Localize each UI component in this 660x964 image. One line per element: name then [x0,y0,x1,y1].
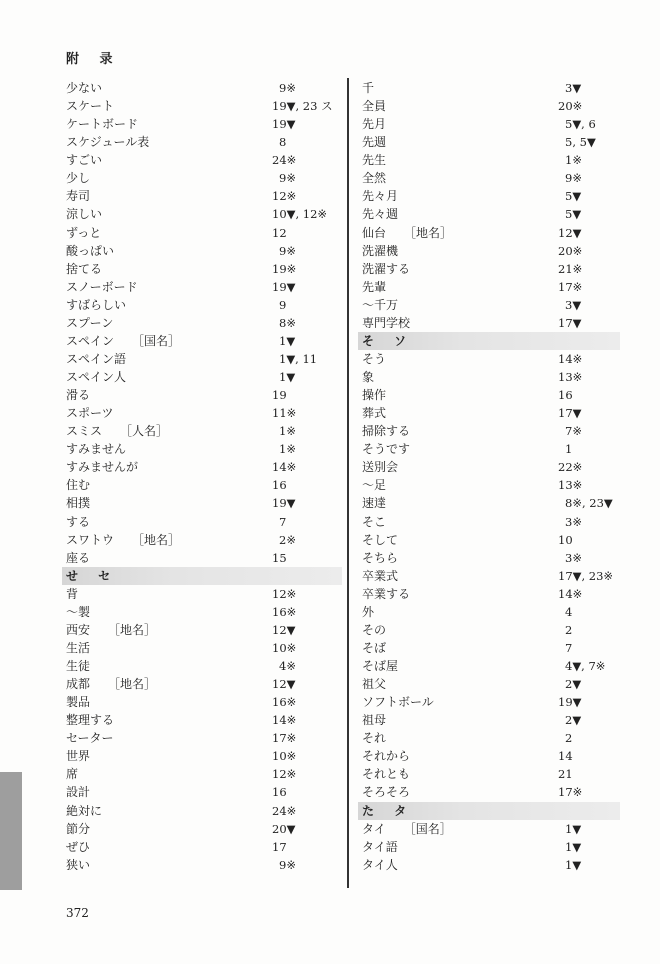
index-entry [62,278,342,296]
index-entry [358,856,620,874]
entry-page-refs: 17※ [272,731,297,746]
index-entry [62,296,342,314]
index-entry [358,242,620,260]
entry-term: すみませんが [66,460,139,475]
entry-term: 成都 ［地名］ [66,677,157,692]
entry-page-refs: 12※ [272,767,297,782]
entry-term: する [66,514,91,529]
entry-term: 洗濯する [362,261,411,276]
entry-page-refs: 1※ [565,153,582,168]
index-entry [62,513,342,531]
index-entry [62,97,342,115]
entry-term: スポーツ [66,406,114,421]
entry-term: スプーン [66,315,114,330]
entry-term: スワトウ ［地名］ [66,532,181,547]
entry-page-refs: 7 [565,640,573,655]
index-entry [62,404,342,422]
index-entry [62,549,342,567]
index-entry [62,838,342,856]
entry-term: 卒業式 [362,568,399,583]
entry-page-refs: 17▼, 23※ [558,568,614,583]
entry-page-refs: 17▼ [558,315,582,330]
entry-term: そうです [362,442,411,457]
page-header: 附 录 [66,52,121,67]
entry-term: 掃除する [362,424,411,439]
index-entry [62,332,342,350]
index-entry [358,476,620,494]
index-entry [358,729,620,747]
index-entry [62,675,342,693]
entry-page-refs: 15 [272,550,287,565]
index-entry [62,603,342,621]
index-entry [358,693,620,711]
index-entry [62,169,342,187]
entry-page-refs: 10※ [272,749,297,764]
index-entry [62,151,342,169]
entry-page-refs: 14※ [558,586,583,601]
entry-page-refs: 5▼, 6 [565,117,596,132]
entry-term: 先々月 [362,189,399,204]
index-entry [358,711,620,729]
index-entry [62,440,342,458]
entry-page-refs: 5, 5▼ [565,135,596,150]
entry-term: そば [362,640,387,655]
entry-page-refs: 8※ [279,315,296,330]
entry-page-refs: 2▼ [565,713,582,728]
index-entry [358,278,620,296]
page-number: 372 [66,906,89,920]
entry-page-refs: 9※ [279,857,296,872]
entry-term: 酸っぱい [66,243,115,258]
entry-page-refs: 12※ [272,586,297,601]
index-column-right [358,79,620,874]
index-entry [62,747,342,765]
entry-note: ［地名］ [404,225,453,240]
index-entry [358,585,620,603]
index-column-left [62,79,342,874]
entry-term: 背 [66,586,79,601]
entry-page-refs: 3▼ [565,297,582,312]
entry-page-refs: 24※ [272,803,297,818]
entry-page-refs: 16 [272,785,287,800]
entry-page-refs: 20▼ [272,821,296,836]
index-entry [358,205,620,223]
index-entry [62,224,342,242]
entry-term: 生徒 [66,659,91,673]
entry-page-refs: 10 [558,532,573,547]
entry-page-refs: 3※ [565,514,582,529]
entry-page-refs: 19▼ [558,695,582,710]
index-entry [62,783,342,801]
entry-page-refs: 19 [272,388,287,403]
entry-term: 節分 [66,821,91,836]
entry-term: それから [362,749,411,764]
index-entry [62,386,342,404]
index-entry [358,458,620,476]
index-entry [62,585,342,603]
index-entry [358,783,620,801]
entry-page-refs: 16 [272,478,287,493]
entry-term: スミス ［人名］ [66,424,169,439]
index-entry [358,494,620,512]
entry-term: 祖父 [362,677,387,692]
index-entry [62,621,342,639]
entry-term: それとも [362,767,411,782]
entry-page-refs: 13※ [558,370,583,384]
entry-term: スペイン語 [66,351,127,366]
entry-page-refs: 14※ [558,351,583,366]
entry-note: ［地名］ [108,677,157,692]
section-header [358,332,620,350]
entry-page-refs: 5▼ [565,207,582,222]
entry-page-refs: 19▼ [272,496,296,511]
entry-term: 整理する [66,713,115,728]
index-entry [358,404,620,422]
entry-page-refs: 21※ [558,261,583,276]
entry-page-refs: 20※ [558,243,583,258]
entry-term: 生活 [66,640,91,655]
entry-page-refs: 17 [272,839,287,854]
entry-page-refs: 1 [565,442,573,457]
index-entry [358,260,620,278]
index-entry [358,531,620,549]
index-entry [358,838,620,856]
entry-page-refs: 12▼ [272,677,296,692]
entry-page-refs: 4▼, 7※ [565,659,606,673]
entry-term: ずっと [66,225,102,240]
entry-page-refs: 19※ [272,261,297,276]
entry-page-refs: 8 [279,135,287,150]
entry-page-refs: 17※ [558,785,583,800]
entry-page-refs: 9※ [279,243,296,258]
entry-term: スノーボード [66,279,138,294]
section-label: せ セ [66,568,119,583]
entry-term: 象 [362,370,375,384]
entry-page-refs: 17※ [558,279,583,294]
entry-page-refs: 9 [279,297,287,312]
section-header [62,567,342,585]
entry-term: 狭い [66,857,91,872]
entry-page-refs: 14 [558,749,573,764]
entry-page-refs: 1▼ [279,370,296,384]
entry-page-refs: 16※ [272,695,297,710]
index-entry [358,115,620,133]
index-entry [358,513,620,531]
entry-note: ［国名］ [132,333,181,348]
entry-term: タイ ［国名］ [362,821,452,836]
entry-term: スケジュール表 [66,135,150,150]
entry-term: ぜひ [66,839,91,854]
index-entry [358,296,620,314]
entry-term: 西安 ［地名］ [66,622,157,637]
entry-term: そちら [362,550,399,565]
section-label: た タ [362,803,415,818]
entry-page-refs: 1※ [279,424,296,439]
entry-term: それ [362,731,387,746]
entry-term: 相撲 [66,496,91,511]
entry-page-refs: 5▼ [565,189,582,204]
entry-term: 席 [66,767,79,782]
entry-term: ソフトボール [362,695,434,710]
entry-term: 少ない [66,81,103,95]
entry-term: そろそろ [362,785,411,800]
entry-term: 送別会 [362,460,399,475]
entry-term: 先生 [362,153,387,168]
index-entry [62,856,342,874]
entry-term: 全然 [362,171,387,186]
entry-page-refs: 3※ [565,550,582,565]
entry-page-refs: 19▼ [272,117,296,132]
index-entry [358,747,620,765]
entry-term: 先輩 [362,279,387,294]
entry-page-refs: 1▼ [279,333,296,348]
entry-page-refs: 2 [565,731,573,746]
index-entry [62,458,342,476]
index-entry [358,224,620,242]
entry-page-refs: 9※ [565,171,582,186]
index-entry [358,151,620,169]
entry-term: 仙台 ［地名］ [362,225,453,240]
section-header [358,802,620,820]
entry-term: 世界 [66,749,91,764]
entry-note: ［国名］ [403,821,452,836]
entry-term: タイ人 [362,857,398,872]
index-entry [358,440,620,458]
entry-page-refs: 1▼ [565,839,582,854]
entry-term: 住む [66,478,91,493]
section-label: そ ソ [362,333,415,348]
index-entry [358,621,620,639]
entry-term: ～製 [66,604,91,619]
entry-note: ［地名］ [108,622,157,637]
index-entry [62,820,342,838]
entry-term: 全員 [362,99,387,114]
index-entry [62,115,342,133]
entry-page-refs: 10▼, 12※ [272,207,328,222]
index-entry [358,350,620,368]
index-entry [62,711,342,729]
entry-page-refs: 16 [558,388,573,403]
entry-page-refs: 9※ [279,171,296,186]
entry-term: そう [362,351,387,366]
entry-page-refs: 12▼ [558,225,582,240]
index-entry [62,476,342,494]
entry-term: その [362,622,387,637]
entry-page-refs: 14※ [272,460,297,475]
index-entry [358,422,620,440]
column-divider [347,78,349,888]
entry-term: 卒業する [362,586,411,601]
index-entry [358,79,620,97]
entry-term: 先月 [362,117,387,132]
entry-page-refs: 1▼ [565,857,582,872]
entry-page-refs: 11※ [272,406,297,421]
entry-page-refs: 4※ [279,659,296,673]
entry-term: 先々週 [362,207,399,222]
index-entry [62,639,342,657]
index-entry [62,494,342,512]
entry-term: 少し [66,171,91,186]
entry-page-refs: 2※ [279,532,296,547]
index-entry [358,187,620,205]
index-entry [358,368,620,386]
index-entry [62,187,342,205]
index-entry [358,133,620,151]
entry-term: 速達 [362,496,387,511]
entry-term: 滑る [66,388,91,403]
entry-page-refs: 7 [279,514,287,529]
index-entry [358,765,620,783]
index-entry [358,314,620,332]
entry-term: ～足 [362,478,387,493]
index-entry [358,549,620,567]
entry-term: 専門学校 [362,315,411,330]
entry-term: 涼しい [66,207,103,222]
entry-page-refs: 13※ [558,478,583,493]
entry-term: すみません [66,442,127,457]
entry-term: 製品 [66,695,91,710]
entry-page-refs: 14※ [272,713,297,728]
index-entry [62,350,342,368]
entry-term: 葬式 [362,406,387,421]
entry-term: 操作 [362,388,387,403]
index-entry [62,205,342,223]
entry-term: 捨てる [66,261,103,276]
entry-page-refs: 4 [565,604,573,619]
index-entry [62,765,342,783]
entry-term: スペイン ［国名］ [66,333,181,348]
entry-page-refs: 7※ [565,424,582,439]
entry-term: 寿司 [66,189,91,204]
entry-note: ［地名］ [132,532,181,547]
entry-page-refs: 20※ [558,99,583,114]
entry-term: 洗濯機 [362,243,399,258]
entry-page-refs: 8※, 23▼ [565,496,613,511]
entry-term: すごい [66,153,103,168]
index-entry [62,368,342,386]
entry-page-refs: 22※ [558,460,583,475]
entry-term: そこ [362,514,387,529]
entry-term: 千 [362,81,375,95]
entry-term: 座る [66,550,91,565]
entry-page-refs: 2▼ [565,677,582,692]
index-entry [358,657,620,675]
entry-page-refs: 3▼ [565,81,582,95]
index-entry [358,675,620,693]
entry-term: ケートボード [66,117,139,132]
entry-term: 祖母 [362,713,387,728]
index-entry [62,242,342,260]
index-entry [358,97,620,115]
entry-page-refs: 1▼, 11 [279,351,318,366]
entry-page-refs: 16※ [272,604,297,619]
entry-term: ～千万 [362,297,399,312]
entry-page-refs: 10※ [272,640,297,655]
index-entry [358,567,620,585]
index-entry [62,802,342,820]
entry-page-refs: 19▼, 23 ス [272,99,333,114]
entry-page-refs: 19▼ [272,279,296,294]
index-entry [62,693,342,711]
entry-term: そば屋 [362,659,399,673]
index-entry [62,133,342,151]
entry-page-refs: 9※ [279,81,296,95]
entry-page-refs: 12▼ [272,622,296,637]
entry-term: そして [362,532,399,547]
entry-term: スペイン人 [66,370,127,384]
entry-page-refs: 1※ [279,442,296,457]
index-entry [62,531,342,549]
thumb-index-tab [0,772,22,890]
entry-page-refs: 1▼ [565,821,582,836]
entry-page-refs: 17▼ [558,406,582,421]
entry-page-refs: 12 [272,225,287,240]
entry-term: スケート [66,99,115,114]
entry-term: 先週 [362,135,387,150]
entry-term: 外 [362,604,375,619]
index-entry [358,603,620,621]
entry-page-refs: 2 [565,622,573,637]
entry-term: 設計 [66,785,91,800]
entry-page-refs: 24※ [272,153,297,168]
index-entry [62,314,342,332]
index-entry [62,422,342,440]
entry-note: ［人名］ [120,424,169,439]
entry-term: セーター [66,731,114,746]
index-entry [358,169,620,187]
entry-page-refs: 12※ [272,189,297,204]
index-entry [62,260,342,278]
entry-term: すばらしい [66,297,127,312]
index-entry [62,729,342,747]
index-entry [62,79,342,97]
entry-term: タイ語 [362,839,398,854]
index-entry [358,639,620,657]
index-entry [358,386,620,404]
index-entry [62,657,342,675]
index-entry [358,820,620,838]
entry-page-refs: 21 [558,767,573,782]
entry-term: 絶対に [66,803,103,818]
